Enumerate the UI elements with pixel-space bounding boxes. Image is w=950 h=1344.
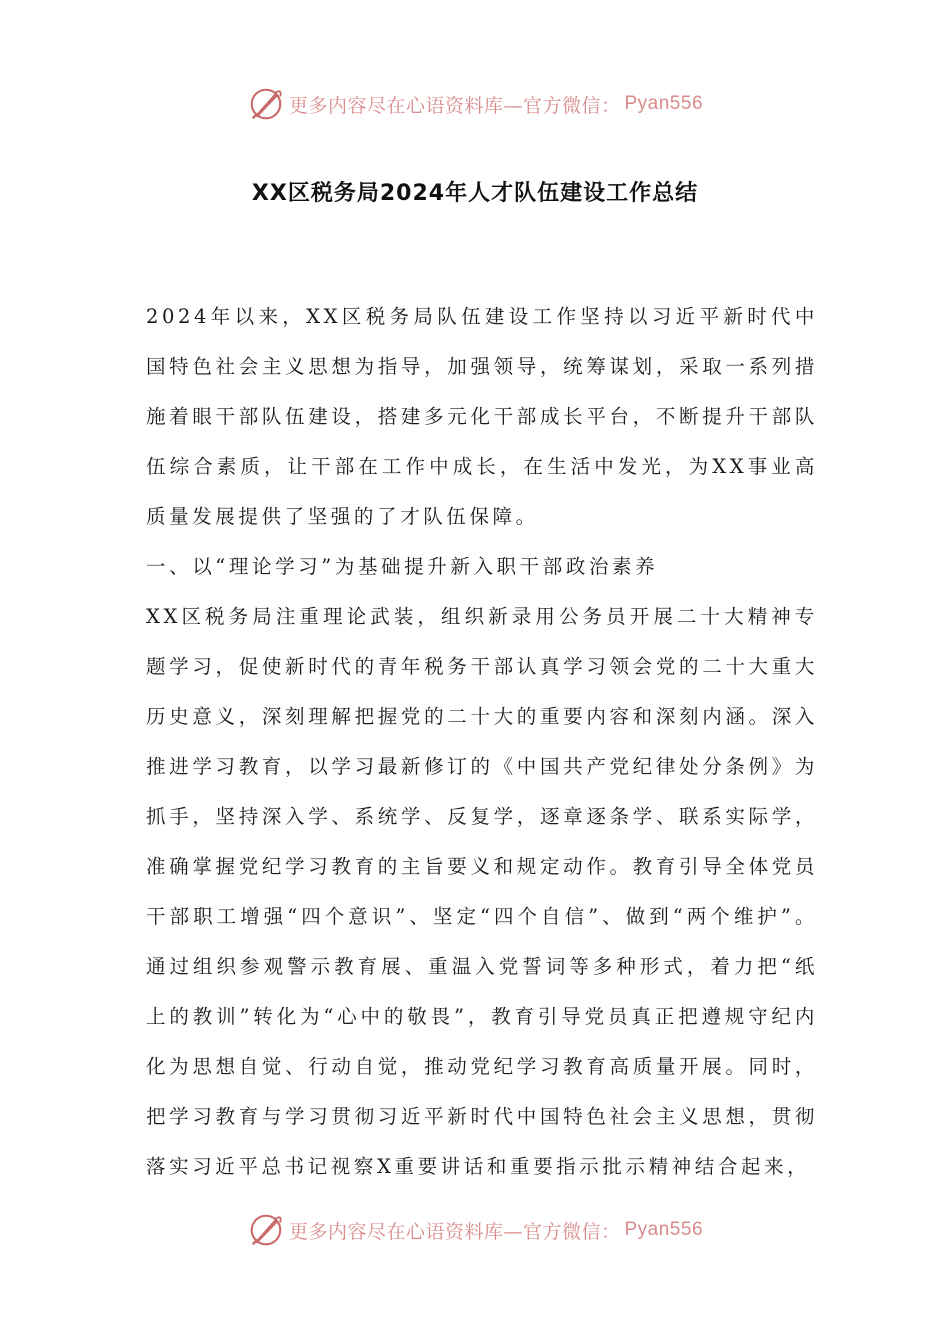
watermark-text: 更多内容尽在心语资料库—官方微信： (288, 94, 621, 117)
watermark-text: 更多内容尽在心语资料库—官方微信： (288, 1220, 621, 1243)
paragraph-section-1: XX区税务局注重理论武装，组织新录用公务员开展二十大精神专题学习，促使新时代的青年税务干部认真学习领会党的二十大重大历史意义，深刻理解把握党的二十大的重要内容和深刻内涵。深入推进学习教育，以学习最新修订的《中国共产党纪律处分条例》为抓手，坚持深入学、系统学、反复学，逐章逐条学、联系实际学，准确掌握党纪学习教育的主旨要义和规定动作。教育引导全体党员干部职工增强“四个意识”、坚定“四个自信”、做到“两个维护”。通过组织参观警示教育展、重温入党誓词等多种形式，着力把“纸上的教训”转化为“心中的敬畏”，教育引导党员真正把遵规守纪内化为思想自觉、行动自觉，推动党纪学习教育高质量开展。同时，把学习教育与学习贯彻习近平新时代中国特色社会主义思想，贯彻落实习近平总书记视察X重要讲话和重要指示批示精神结合起来， (146, 605, 818, 1178)
document-title: XX区税务局2024年人才队伍建设工作总结 (251, 181, 699, 206)
paragraph-intro: 2024年以来，XX区税务局队伍建设工作坚持以习近平新时代中国特色社会主义思想为指导，加强领导，统筹谋划，采取一系列措施着眼干部队伍建设，搭建多元化干部成长平台，不断提升干部队伍综合素质，让干部在工作中成长，在生活中发光，为XX事业高质量发展提供了坚强的了才队伍保障。 (146, 305, 818, 528)
footer-watermark (0, 1208, 950, 1252)
section-heading-1: 一、以“理论学习”为基础提升新入职干部政治素养 (146, 555, 659, 578)
watermark-wechat-id: Pyan556 (624, 1219, 704, 1240)
document-body (146, 292, 818, 1192)
quill-logo-icon (247, 1211, 285, 1249)
header-watermark (0, 82, 950, 126)
watermark-wechat-id: Pyan556 (624, 93, 704, 114)
quill-logo-icon (247, 85, 285, 123)
